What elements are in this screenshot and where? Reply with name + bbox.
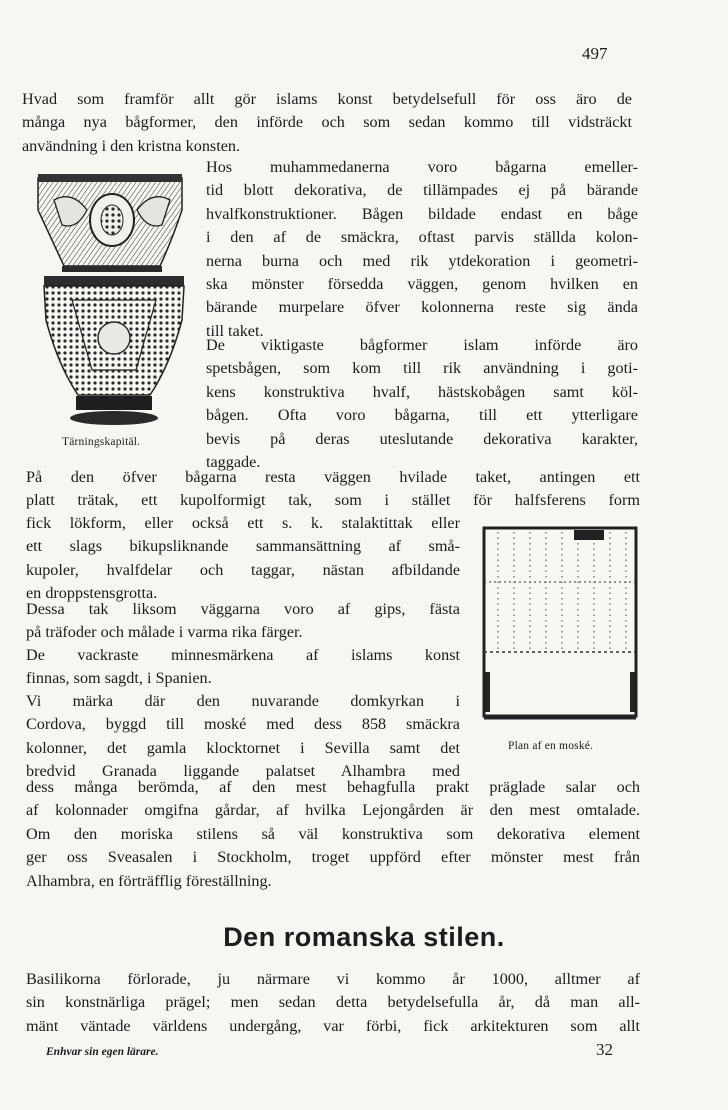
text-line: fick lökform, eller också ett s. k. stalaktittak eller	[26, 514, 460, 532]
text-line: till taket.	[206, 321, 264, 340]
page-number: 497	[582, 44, 608, 63]
text-line: taggade.	[206, 453, 261, 472]
text-line: Vi märka där den nuvarande domkyrkan i	[26, 692, 460, 710]
text-line: Hos muhammedanerna voro bågarna emeller-	[206, 158, 638, 176]
text-line: nerna burna och med rik ytdekoration i geometri-	[206, 251, 638, 270]
text-line: Hvad som framför allt gör islams konst betydelsefull för oss äro de	[22, 90, 632, 108]
text-line: Dessa tak liksom väggarna voro af gips, fästa	[26, 600, 460, 618]
text-line: spetsbågen, som kom till rik användning i goti-	[206, 359, 638, 378]
text-line: ska mönster försedda väggen, genom hvilken en	[206, 275, 638, 294]
paragraph-monuments	[26, 644, 460, 691]
text-line: Om den moriska stilens så väl konstruktiva som dekorativa element	[26, 824, 640, 843]
paragraph-roof-continued	[26, 512, 460, 606]
text-line: af kolonnader omgifna gårdar, af hvilka Lejongården är den mest omtalade.	[26, 801, 640, 820]
text-line: användning i den kristna konsten.	[22, 136, 241, 155]
text-line: Alhambra, en förträfflig föreställning.	[26, 871, 272, 890]
paragraph-alhambra	[26, 776, 640, 893]
paragraph-decorative-arches	[206, 156, 638, 343]
text-line: platt trätak, ett kupolformigt tak, som i stället för halfsferens form	[26, 491, 640, 510]
text-line: i den af de smäckra, oftast parvis ställda kolon-	[206, 228, 638, 247]
paragraph-intro	[22, 88, 632, 158]
text-line: De viktigaste bågformer islam införde äro	[206, 336, 638, 354]
text-line: många nya bågformer, den införde och som sedan kommo till vidsträckt	[22, 113, 632, 132]
text-line: mänt väntade världens undergång, var förbi, fick arkitekturen som allt	[26, 1016, 640, 1035]
text-line: ger oss Sveasalen i Stockholm, troget uppförd efter mönster mest från	[26, 848, 640, 867]
text-line: bärande murpelare öfver kolonnerna reste sig ända	[206, 298, 638, 317]
capital-illustration	[32, 170, 192, 442]
text-line: Cordova, byggd till moské med dess 858 smäckra	[26, 715, 460, 734]
section-heading: Den romanska stilen.	[223, 922, 505, 952]
mosque-plan-illustration	[478, 522, 642, 734]
text-line: Basilikorna förlorade, ju närmare vi kommo år 1000, alltmer af	[26, 970, 640, 988]
paragraph-romanesque	[26, 968, 640, 1038]
text-line: tid blott dekorativa, de tillämpades ej på bärande	[206, 181, 638, 200]
text-line: kens konstruktiva hvalf, hästskobågen samt köl-	[206, 382, 638, 401]
text-line: kolonner, det gamla klocktornet i Sevilla samt det	[26, 738, 460, 757]
capital-caption: Tärningskapitäl.	[62, 436, 141, 448]
text-line: ett slags bikupsliknande sammansättning af små-	[26, 537, 460, 556]
text-line: bågen. Ofta voro bågarna, till ett ytterligare	[206, 406, 638, 425]
text-line: De vackraste minnesmärkena af islams konst	[26, 646, 460, 664]
text-line: hvalfkonstruktioner. Bågen bildade endast en båge	[206, 204, 638, 223]
text-line: bevis på deras uteslutande dekorativa karakter,	[206, 429, 638, 448]
text-line: en droppstensgrotta.	[26, 584, 158, 603]
paragraph-arch-forms	[206, 334, 638, 474]
text-line: finnas, som sagdt, i Spanien.	[26, 669, 212, 688]
paragraph-gypsum	[26, 598, 460, 645]
paragraph-cordova	[26, 690, 460, 784]
text-line: dess många berömda, af den mest behagfulla prakt präglade salar och	[26, 778, 640, 796]
plan-caption: Plan af en moské.	[508, 740, 594, 752]
text-line: På den öfver bågarna resta väggen hvilade taket, antingen ett	[26, 468, 640, 486]
text-line: på träfoder och målade i varma rika färger.	[26, 623, 303, 642]
text-line: bredvid Granada liggande palatset Alhambra med	[26, 762, 460, 781]
text-line: sin konstnärliga prägel; men sedan detta betydelsefulla år, då man all-	[26, 993, 640, 1012]
footer-series-title: Enhvar sin egen lärare.	[46, 1046, 159, 1058]
text-line: kupoler, hvalfdelar och taggar, nästan afbildande	[26, 560, 460, 579]
footer-signature: 32	[596, 1040, 613, 1059]
paragraph-roof-intro	[26, 466, 640, 513]
